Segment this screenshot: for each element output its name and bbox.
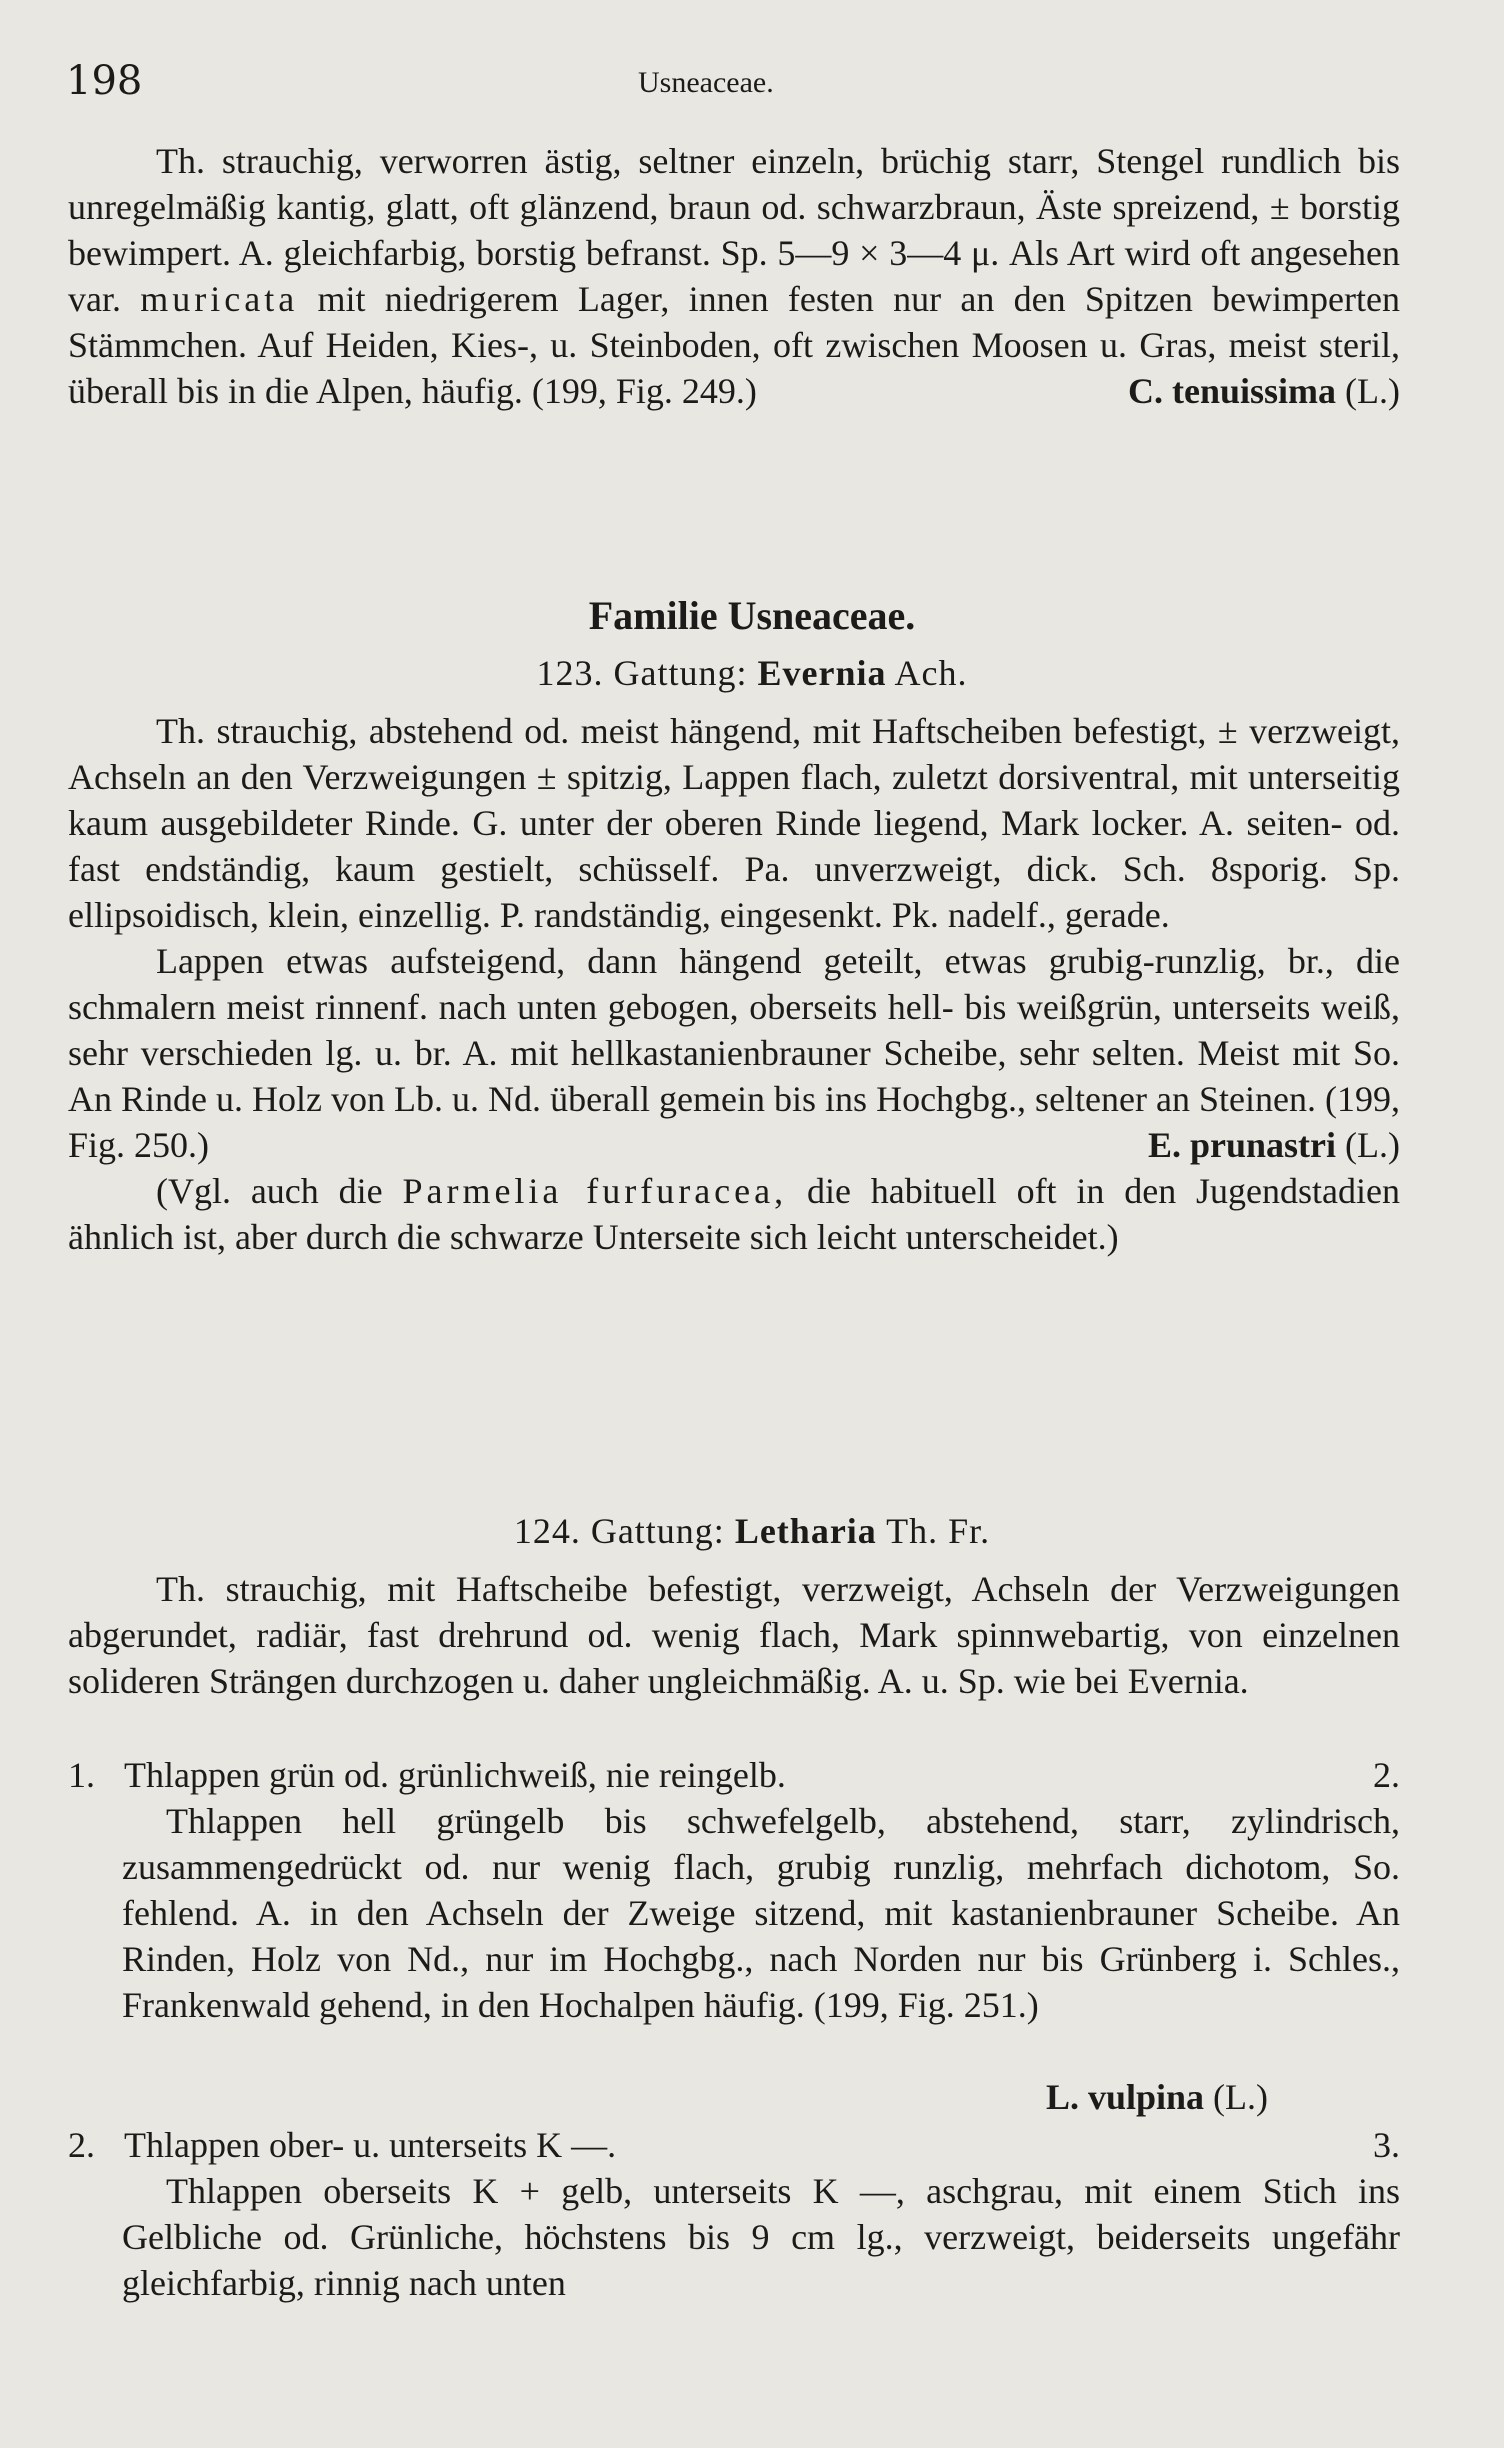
key-target: 2. (1373, 1755, 1400, 1795)
family-heading: Familie Usneaceae. (588, 593, 916, 638)
key-line-2 (68, 2122, 1400, 2168)
key-1-description (122, 1798, 1400, 2028)
species-name: E. prunastri (1147, 1125, 1337, 1165)
species-author: (L.) (1345, 371, 1400, 411)
key-text: Thlappen ober- u. unterseits K —. (124, 2125, 617, 2165)
genus-author: Ach. (894, 653, 968, 693)
genus-prefix: 124. Gattung: (513, 1511, 725, 1551)
key-target: 3. (1373, 2125, 1400, 2165)
key-2-description (122, 2168, 1400, 2306)
variety-name: muricata (140, 279, 299, 319)
page-number: 198 (66, 58, 143, 104)
species-line-vulpina (68, 2076, 1268, 2118)
intro-text: Th. strauchig, verworren ästig, seltner einzeln, brüchig starr, Stengel rundlich bis unregelmäßig kantig, glatt, oft glänzend, braun od. schwarzbraun, Äste spreizend, ± borstig bewimpert. A. gleichfarbig, borstig befranst. Sp. 5—9 × 3—4 μ. Als Art wird oft angesehen var. (68, 141, 1400, 319)
species-name: L. vulpina (1045, 2077, 1205, 2117)
running-title: Usneaceae. (638, 66, 774, 99)
note-taxon: Parmelia furfuracea, (402, 1171, 788, 1211)
genus-description: Th. strauchig, abstehend od. meist hängend, mit Haftscheiben befestigt, ± verzweigt, Achseln an den Verzweigungen ± spitzig, Lappen flach, zuletzt dorsiventral, mit unterseitig kaum ausgebildeter Rinde. G. unter der oberen Rinde liegend, Mark locker. A. seiten- od. fast endständig, kaum gestielt, schüsself. Pa. unverzweigt, dick. Sch. 8sporig. Sp. ellipsoidisch, klein, einzellig. P. randständig, eingesenkt. Pk. nadelf., gerade. (68, 711, 1400, 935)
genus-name: Evernia (757, 653, 887, 693)
genus-heading-123 (0, 652, 1504, 694)
key-line-1 (68, 1752, 1400, 1798)
key-description: Thlappen oberseits K + gelb, unterseits K —, aschgrau, mit einem Stich ins Gelbliche od. Grünliche, höchstens bis 9 cm lg., verzweigt, beiderseits ungefähr gleichfarbig, rinnig nach unten (122, 2171, 1400, 2303)
intro-text-continued: mit niedrigerem Lager, innen festen nur an den Spitzen bewimperten Stämmchen. Auf Heiden, Kies-, u. Steinboden, oft zwischen Moosen u. Gras, meist steril, überall bis in die Alpen, häufig. (199, Fig. 249.) (68, 279, 1401, 411)
key-number: 1. (68, 1755, 95, 1795)
species-description: Lappen etwas aufsteigend, dann hängend geteilt, etwas grubig-runzlig, br., die schmalern meist rinnenf. nach unten gebogen, oberseits hell- bis weißgrün, unterseits weiß, sehr verschieden lg. u. br. A. mit hellkastanienbrauner Scheibe, sehr selten. Meist mit So. An Rinde u. Holz von Lb. u. Nd. überall gemein bis ins Hochgbg., seltener an Steinen. (199, Fig. 250.) (68, 941, 1400, 1165)
key-number: 2. (68, 2125, 95, 2165)
genus-author: Th. Fr. (886, 1511, 991, 1551)
key-text: Thlappen grün od. grünlichweiß, nie reingelb. (124, 1755, 786, 1795)
genus-name: Letharia (734, 1511, 877, 1551)
species-name: C. tenuissima (1128, 371, 1337, 411)
genus-124-description (68, 1566, 1400, 1704)
species-author: (L.) (1345, 1125, 1400, 1165)
note-text: die habituell oft in den Jugendstadien ähnlich ist, aber durch die schwarze Unterseite sich leicht unterscheidet.) (68, 1171, 1401, 1257)
genus-prefix: 123. Gattung: (536, 653, 748, 693)
intro-paragraph (68, 138, 1400, 414)
species-author: (L.) (1213, 2077, 1268, 2117)
genus-description: Th. strauchig, mit Haftscheibe befestigt, verzweigt, Achseln der Verzweigungen abgerundet, radiär, fast drehrund od. wenig flach, Mark spinnwebartig, von einzelnen solideren Strängen durchzogen u. daher ungleichmäßig. A. u. Sp. wie bei Evernia. (68, 1569, 1400, 1701)
genus-123-description (68, 708, 1400, 1260)
note-prefix: (Vgl. auch die (156, 1171, 383, 1211)
key-description: Thlappen hell grüngelb bis schwefelgelb, abstehend, starr, zylindrisch, zusammengedrückt od. nur wenig flach, grubig runzlig, mehrfach dichotom, So. fehlend. A. in den Achseln der Zweige sitzend, mit kastanienbrauner Scheibe. An Rinden, Holz von Nd., nur im Hochgbg., nach Norden nur bis Grünberg i. Schles., Frankenwald gehend, in den Hochalpen häufig. (199, Fig. 251.) (122, 1801, 1400, 2025)
genus-heading-124 (0, 1510, 1504, 1552)
running-header (66, 58, 1396, 112)
